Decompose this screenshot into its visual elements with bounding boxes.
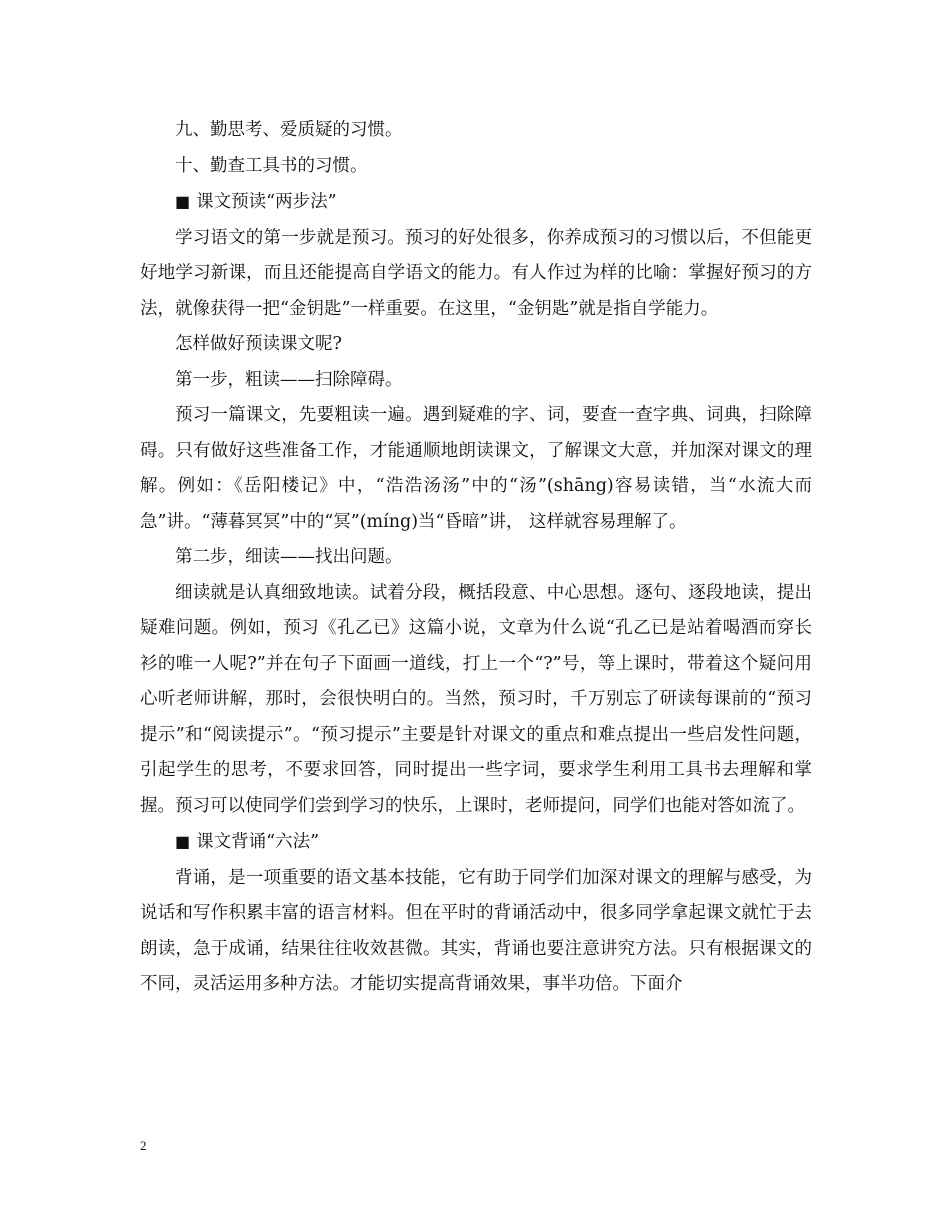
square-bullet-icon: ■ — [175, 192, 191, 211]
paragraph: 预习一篇课文，先要粗读一遍。遇到疑难的字、词，要查一查字典、词典，扫除障碍。只有做好这些准备工作，才能通顺地朗读课文，了解课文大意，并加深对课文的理解。例如：《岳阳楼记》中，“浩浩汤汤”中的“汤”(shāng)容易读错，当“水流大而急”讲。“薄暮冥冥”中的“冥”(míng)当“昏暗”讲， 这样就容易理解了。 — [140, 405, 812, 532]
paragraph-habit-ten: 十、勤查工具书的习惯。 — [175, 155, 368, 176]
section-heading-text: 课文背诵“六法” — [196, 832, 320, 852]
body-text — [140, 113, 812, 1003]
page-number: 2 — [140, 1138, 147, 1153]
paragraph: 细读就是认真细致地读。试着分段，概括段意、中心思想。逐句、逐段地读，提出疑难问题。例如，预习《孔乙已》这篇小说，文章为什么说“孔乙已是站着喝酒而穿长衫的唯一人呢?”并在句子下面画一道线，打上一个“?”号，等上课时，带着这个疑问用心听老师讲解，那时，会很快明白的。当然，预习时，千万别忘了研读每课前的“预习提示”和“阅读提示”。“预习提示”主要是针对课文的重点和难点提出一些启发性问题，引起学生的思考，不要求回答，同时提出一些字词，要求学生利用工具书去理解和掌握。预习可以使同学们尝到学习的快乐，上课时，老师提问，同学们也能对答如流了。 — [140, 582, 812, 816]
paragraph: 怎样做好预读课文呢? — [175, 334, 342, 354]
paragraph: 第一步，粗读——扫除障碍。 — [175, 369, 403, 390]
section-heading-text: 课文预读“两步法” — [196, 192, 337, 212]
square-bullet-icon: ■ — [175, 832, 191, 851]
section-heading-preview — [140, 184, 812, 221]
section-heading-recite — [140, 824, 812, 861]
paragraph: 第二步，细读——找出问题。 — [175, 547, 403, 567]
paragraph: 学习语文的第一步就是预习。预习的好处很多，你养成预习的习惯以后，不但能更好地学习新课，而且还能提高自学语文的能力。有人作过为样的比喻：掌握好预习的方法，就像获得一把“金钥匙”一样重要。在这里，“金钥匙”就是指自学能力。 — [140, 227, 812, 319]
paragraph: 背诵，是一项重要的语文基本技能，它有助于同学们加深对课文的理解与感受，为说话和写作积累丰富的语言材料。但在平时的背诵活动中，很多同学拿起课文就忙于去朗读，急于成诵，结果往往收效甚微。其实，背诵也要注意讲究方法。只有根据课文的不同，灵活运用多种方法。才能切实提高背诵效果，事半功倍。下面介 — [140, 867, 812, 994]
paragraph-habit-nine: 九、勤思考、爱质疑的习惯。 — [175, 120, 403, 140]
